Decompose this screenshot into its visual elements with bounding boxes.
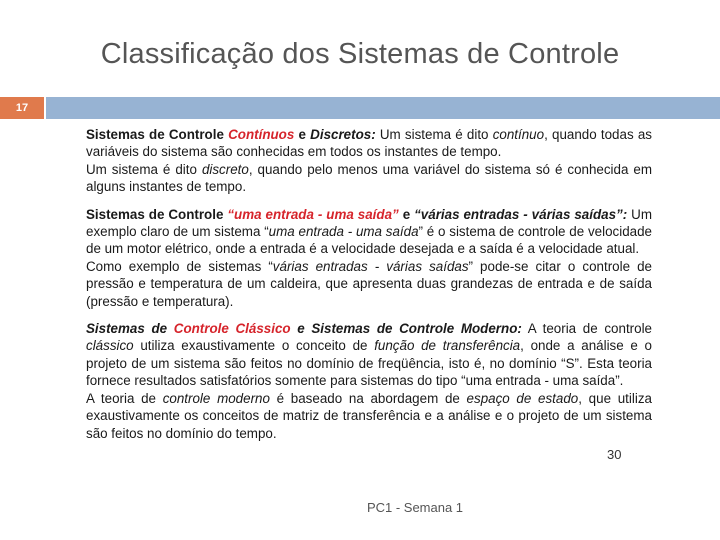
text-span: clássico (86, 338, 134, 354)
text-span: , quando todas as variáveis do sistema são conhecidas em todos os instantes de tempo. (86, 127, 652, 160)
text-span: , onde a análise e o projeto de um sistema são feitos no domínio de freqüência, isto é, no domínio “S”. Esta teoria fornece resultados satisfatórios somente para sistemas do tipo “uma entrada - uma saída”. (86, 338, 653, 389)
text-span: Um exemplo claro de um sistema “ (86, 206, 652, 240)
text-span: é baseado na abordagem de (269, 390, 467, 406)
text-span: discreto (201, 161, 249, 177)
text-span: A teoria de controle (521, 321, 652, 337)
text-span: Como exemplo de sistemas “ (86, 258, 273, 274)
paragraph-continuous-discrete (86, 126, 652, 196)
slide-number-badge: 17 (0, 97, 44, 119)
text-span: Um sistema é dito (375, 127, 493, 142)
text-span: , que utiliza exaustivamente os conceitos de matriz de transferência e a análise e o projeto de um sistema são feitos no domínio do tempo. (86, 390, 652, 441)
text-span: Um sistema é dito (86, 161, 202, 177)
text-span: Sistemas de (86, 321, 174, 337)
spacer (86, 196, 652, 206)
text-span: “uma entrada - uma saída” (227, 206, 399, 222)
text-span: função de transferência (374, 338, 521, 354)
text-span: Sistemas de Controle (86, 206, 228, 222)
text-span: ” pode-se citar o controle de pressão e temperatura de um caldeira, que apresenta duas grandezas de entrada e de saída (pressão e temperatura). (86, 258, 652, 309)
header-band (46, 97, 720, 119)
text-span: controle moderno (162, 390, 270, 406)
footer-text: PC1 - Semana 1 (366, 500, 464, 515)
paragraph-classic-modern (86, 320, 652, 442)
text-span: contínuo (492, 127, 545, 142)
text-span: e (398, 206, 415, 222)
text-span: , quando pelo menos uma variável do sistema só é conhecida em alguns instantes de tempo. (86, 161, 653, 195)
text-span: e (294, 127, 311, 142)
text-span: Discretos: (310, 127, 376, 142)
text-span: Sistemas de Controle (86, 127, 229, 142)
text-span: A teoria de (86, 390, 163, 406)
text-span: utiliza exaustivamente o conceito de (133, 338, 375, 354)
text-span: espaço de estado (466, 390, 579, 406)
text-span: Contínuos (228, 127, 295, 142)
page-number: 30 (607, 447, 622, 462)
text-span: Controle Clássico (173, 321, 291, 337)
slide-title: Classificação dos Sistemas de Controle (100, 38, 620, 70)
content-area (86, 126, 652, 442)
text-span: ” é o sistema de controle de velocidade de um motor elétrico, onde a entrada é a velocidade desejada e a saída é a velocidade atual. (86, 224, 652, 257)
text-span: “várias entradas - várias saídas”: (414, 206, 628, 222)
paragraph-input-output (86, 206, 652, 310)
text-span: várias entradas - várias saídas (272, 258, 469, 274)
text-span: e Sistemas de Controle Moderno: (290, 321, 522, 337)
text-span: uma entrada - uma saída (268, 224, 419, 240)
spacer (86, 310, 652, 320)
